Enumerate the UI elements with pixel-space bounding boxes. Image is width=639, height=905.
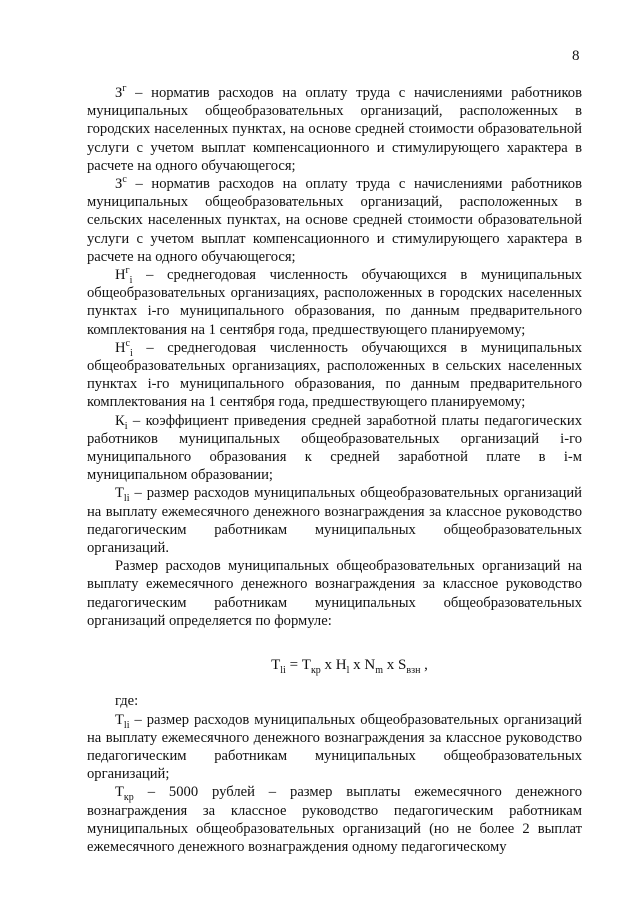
definition-tli: $Т_{li}$ – размер расходов муниципальных общеобразовательных организаций на выплату ежемесячного денежного вознаграждения за классное руководство педагогическим работникам муниципальных общеобразовательных организаций. xyxy=(87,485,582,557)
definition-zg: $З^г$ – норматив расходов на оплату труда с начислениями работников муниципальных общеобразовательных организаций, расположенных в городских населенных пунктах, на основе средней стоимости образовательной услуги с учетом выплат компенсационного и стимулирующего характера в расчете на одного обучающегося; xyxy=(87,83,582,174)
definition-k: $К_i$ – коэффициент приведения средней заработной платы педагогических работников муниципальных общеобразовательных организаций i-го муниципального образования к средней заработной плате в i-м муниципальном образовании; xyxy=(87,412,582,484)
definition-ng: $Н^г_i$ – среднегодовая численность обучающихся в муниципальных общеобразовательных организациях, расположенных в городских населенных пунктах i-го муниципального образования, по данным предварительного комплектования на 1 сентября года, предшествующего планируемому; xyxy=(87,265,582,338)
definition-ns: $Н^с_i$ – среднегодовая численность обучающихся в муниципальных общеобразовательных организациях, расположенных в сельских населенных пунктах i-го муниципального образования, по данным предварительного комплектования на 1 сентября года, предшествующего планируемому; xyxy=(87,337,582,411)
definition-tli-2: $Т_{li}$ – размер расходов муниципальных общеобразовательных организаций на выплату ежемесячного денежного вознаграждения за классное руководство педагогическим работникам муниципальных общеобразовательных организаций; xyxy=(87,711,582,783)
where-label: где: xyxy=(115,693,139,710)
formula-intro: Размер расходов муниципальных общеобразовательных организаций на выплату ежемесячного денежного вознаграждения за классное руководство педагогическим работникам муниципальных общеобразовательных организаций определяется по формуле: xyxy=(87,558,582,629)
document-body xyxy=(87,84,582,856)
page-number: 8 xyxy=(572,48,580,64)
definition-tkr: $Т_{кр} - 5000$ рублей – размер выплаты ежемесячного денежного вознаграждения за классное руководство педагогическим работникам муниципальных общеобразовательных организаций (но не более 2 выплат ежемесячного денежного вознаграждения одному педагогическому xyxy=(87,784,582,855)
definition-zs: $З^с$ – норматив расходов на оплату труда с начислениями работников муниципальных общеобразовательных организаций, расположенных в сельских населенных пунктах, на основе средней стоимости образовательной услуги с учетом выплат компенсационного и стимулирующего характера в расчете на одного обучающегося; xyxy=(87,174,582,265)
formula: $Т_{li} = Т_{кр}$ х $Н_l$ х $N_m$ х $S_{взн}$ , xyxy=(271,657,428,677)
